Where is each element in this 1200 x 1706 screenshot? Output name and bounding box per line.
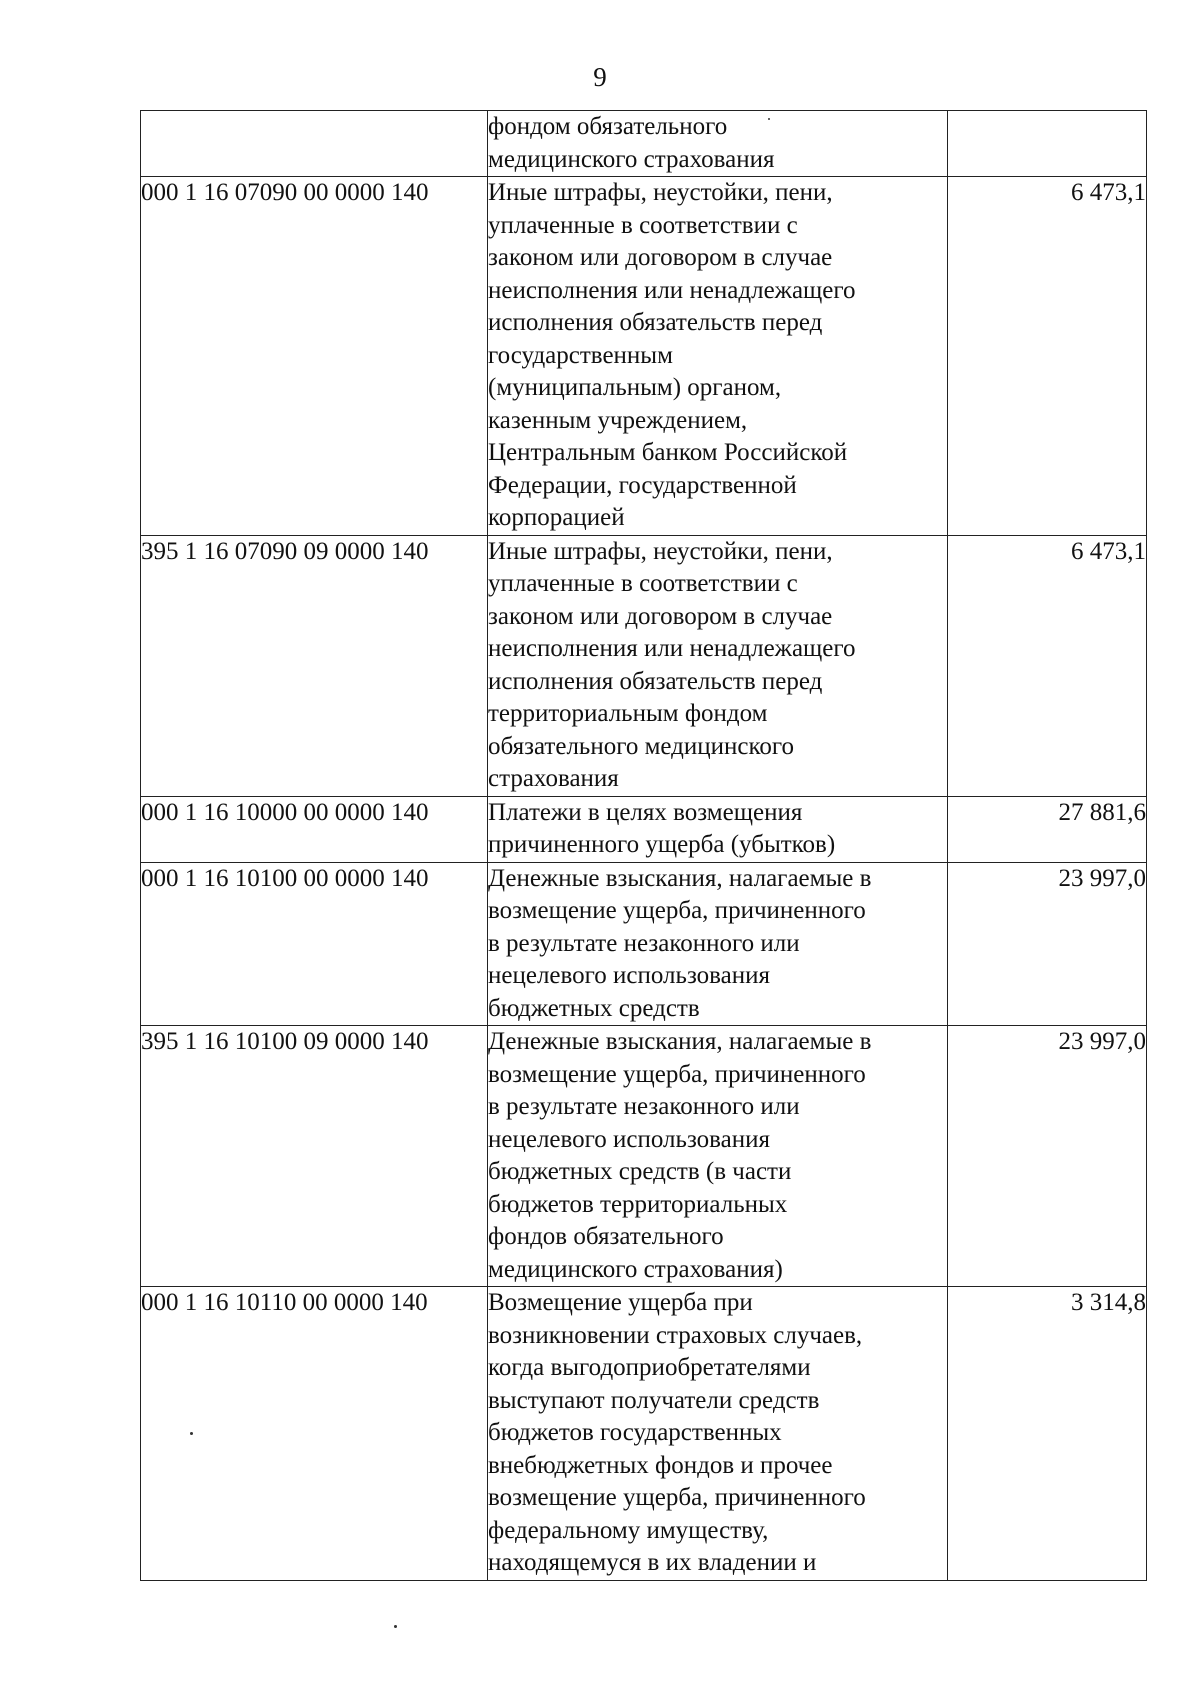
table-row <box>141 177 1147 536</box>
revenue-amount-cell: 23 997,0 <box>948 1026 1147 1287</box>
revenue-description-cell: фондом обязательного медицинского страхования <box>488 111 948 177</box>
revenue-code-cell: 000 1 16 10000 00 0000 140 <box>141 796 488 862</box>
scan-speck <box>768 118 770 120</box>
revenue-amount-cell: 6 473,1 <box>948 535 1147 796</box>
revenue-code-cell: 395 1 16 07090 09 0000 140 <box>141 535 488 796</box>
revenue-description-cell: Иные штрафы, неустойки, пени, уплаченные в соответствии с законом или договором в случае неисполнения или ненадлежащего исполнения обязательств перед государственным (муниципальным) органом, казенным учреждением, Центральным банком Российской Федерации, государственной корпорацией <box>488 177 948 536</box>
table-row <box>141 535 1147 796</box>
table-row <box>141 1287 1147 1581</box>
revenue-code-cell: 000 1 16 07090 00 0000 140 <box>141 177 488 536</box>
budget-revenue-table <box>140 110 1147 1581</box>
page-number: 9 <box>593 62 607 92</box>
table-row <box>141 862 1147 1026</box>
revenue-code-cell <box>141 111 488 177</box>
revenue-description-cell: Иные штрафы, неустойки, пени, уплаченные в соответствии с законом или договором в случае неисполнения или ненадлежащего исполнения обязательств перед территориальным фондом обязательного медицинского страхования <box>488 535 948 796</box>
table-row <box>141 796 1147 862</box>
scan-speck <box>394 1625 397 1628</box>
scan-speck <box>190 1432 193 1435</box>
revenue-amount-cell: 6 473,1 <box>948 177 1147 536</box>
revenue-description-cell: Платежи в целях возмещения причиненного ущерба (убытков) <box>488 796 948 862</box>
revenue-amount-cell: 3 314,8 <box>948 1287 1147 1581</box>
revenue-amount-cell: 27 881,6 <box>948 796 1147 862</box>
revenue-description-cell: Возмещение ущерба при возникновении страховых случаев, когда выгодоприобретателями выступают получатели средств бюджетов государственных внебюджетных фондов и прочее возмещение ущерба, причиненного федеральному имуществу, находящемуся в их владении и <box>488 1287 948 1581</box>
revenue-code-cell: 000 1 16 10100 00 0000 140 <box>141 862 488 1026</box>
revenue-amount-cell <box>948 111 1147 177</box>
table-row <box>141 111 1147 177</box>
revenue-amount-cell: 23 997,0 <box>948 862 1147 1026</box>
table-row <box>141 1026 1147 1287</box>
revenue-code-cell: 000 1 16 10110 00 0000 140 <box>141 1287 488 1581</box>
revenue-description-cell: Денежные взыскания, налагаемые в возмещение ущерба, причиненного в результате незаконного или нецелевого использования бюджетных средств <box>488 862 948 1026</box>
revenue-code-cell: 395 1 16 10100 09 0000 140 <box>141 1026 488 1287</box>
revenue-description-cell: Денежные взыскания, налагаемые в возмещение ущерба, причиненного в результате незаконного или нецелевого использования бюджетных средств (в части бюджетов территориальных фондов обязательного медицинского страхования) <box>488 1026 948 1287</box>
